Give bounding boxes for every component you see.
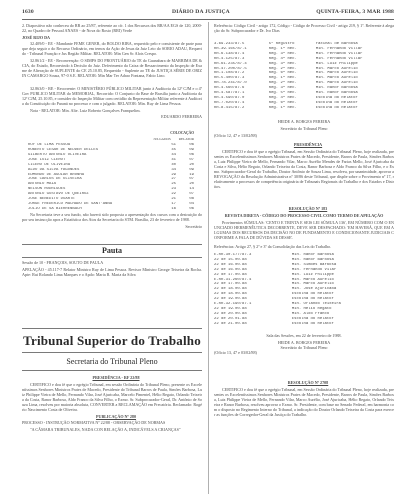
ranking-reporter: 04 <box>189 201 194 206</box>
right-bottom-block <box>214 380 394 493</box>
resolution-block <box>214 206 394 242</box>
ranking-name: ANTONIO MAIA <box>28 182 57 187</box>
process-number: 22 de 21.00.88 <box>214 321 247 326</box>
process-subject: Reg. 4ª Rec. <box>268 56 297 61</box>
process-number: RR-39.165/87.1 <box>214 46 247 51</box>
process-number: 22 de 20.00.88 <box>214 311 247 316</box>
process-number: RR-1.108/87.2 <box>214 71 245 76</box>
table-row <box>214 106 394 111</box>
process-number: 22 de 18.00.88 <box>214 287 247 292</box>
process-reporter: Escolha do Relator <box>291 297 334 302</box>
ranking-name: EDMUNDO DE AGUIAR BRONHA <box>28 172 85 177</box>
ranking-name: ANTONIO GUSTAVO DE QUEIROZ <box>28 192 89 197</box>
ranking-judged: 29 <box>171 172 176 177</box>
process-number: 3-69.233/87.5 <box>214 42 245 46</box>
ranking-rows <box>28 143 194 212</box>
process-number: E-RR-30.177/87.3 <box>214 253 252 257</box>
process-number: E-RR-31.260/87.4 <box>214 277 252 282</box>
paragraph: 2. Diapositivo não conheceu do RR ao 25/87, referente ao cfr. 1 dos Recursos dos RR/AA EGS de 120, 2000-22, no Quadro de Pessoal ANAES - de Nova do Rosto (RRI) Verde <box>22 23 202 34</box>
process-reporter: Escolha do Relator <box>315 95 358 100</box>
right-top-sign <box>214 117 394 140</box>
process-reporter: Min. Ranor Barbosa <box>315 91 358 96</box>
paragraph: 32.861/2 - EE - Reconvenção: O SIMPS DO PRONTUÁRIO do TE do Guanabara de MARRIMA DE & CIA, do Estado, Reconvindo à Decisão do Juiz. Deferimento da Caixa de Ressarcimento da Inspeção de Exame de Alteração de SUPLENTE do CE 25.10.85, Requerido - Suplente ao TE do JUSTIÇA SÉRIE DE ORIZIN CAMARGO Sousa, 97-0 S.E. RELATOR: Min Mar Ter Adrao Fontana, Fabio Lino. <box>22 58 202 79</box>
ranking-name: JOSE BENEDITO DUARTE <box>28 197 75 202</box>
process-reporter: Min. Fernando Villar <box>315 56 363 61</box>
process-number: RR-8.415/87.2 <box>214 105 245 110</box>
process-number: 22 de 15.00.88 <box>214 257 247 262</box>
process-subject: Reg. 1ª Rec. <box>268 46 297 51</box>
ranking-reporter: 06 <box>189 152 194 157</box>
process-number: RR-7.020/87.4 <box>214 100 245 105</box>
tst-title: Tribunal Superior do Trabalho <box>23 333 201 348</box>
signature-role: Secretário do Tribunal Pleno <box>280 126 328 132</box>
ranking-judged: 16 <box>171 206 176 211</box>
process-number: 22 de 20.01.88 <box>214 316 247 321</box>
paragraph: Sessão de 10 - FRANÇOIS, SOUTO DE PAULA <box>22 260 104 265</box>
ranking-reporter: 06 <box>189 206 194 211</box>
divider <box>22 352 202 353</box>
ranking-judged: 41 <box>171 157 176 162</box>
page-number: 1630 <box>22 9 34 15</box>
right-mid-list <box>214 253 394 327</box>
ranking-name: RUY DE LIMA PESSOA <box>28 143 71 148</box>
process-number: 22 de 16.00.88 <box>214 262 247 267</box>
process-reporter: Min. Fernando Villar <box>315 46 363 51</box>
process-subject: Reg. 6ª Rec. <box>268 100 297 105</box>
process-subject: Reg. 3ª Rec. <box>268 51 297 56</box>
paragraph: Na Secretaria teve a seu fundo, não haverá sido proposta a apresentação dos cursos com a destruição do por seu instrucção apos a Estatística dos Atos da Secretaria do STM. Brasília, 23 de fevereiro de 1988. <box>22 212 202 223</box>
divider <box>22 244 202 245</box>
paragraph: CERTIFICO e dou fé que o egrégio Tribunal, em Sessão Ordinária do Tribunal Pleno, hoje realizada, presentes os Excelentíssimos Senhores Ministros Prates de Macedo, Presidente, Barros de Paula, Simões Barbosa, Luiz Philippe Vieira de Mello, Fernando Vilar, Marco Aurélio Mendes de Farias Mello, José Ajuricaba da Costa e Silva, Hélio Regato, Orlando Teixeira da Costa, Ranor Barbosa e Aldo Franco da Silva Filho, e o Exmo. Subprocurador-Geral do Trabalho, Doutor Antônio de Souza Lima, resolveu, por unanimidade, aprovar a REVOGAÇÃO da Resolução Administrativa nº 30/86 deste Tribunal, que dispõe sobre o Provimento nº 17, relativamente a processos de competência originária de Tribunais Regionais do Trabalho e dos Estados e Distritos. <box>214 148 394 189</box>
process-reporter: Min. Marco Aurélio <box>291 282 334 287</box>
ranking-reporter: 19 <box>189 172 194 177</box>
process-reporter: Min. Luiz Philippe <box>291 272 334 277</box>
ranking-reporter: 09 <box>189 167 194 172</box>
left-mid-block <box>22 212 202 238</box>
ranking-judged: 17 <box>171 201 176 206</box>
process-reporter: Escolha do Relator <box>315 100 358 105</box>
page-header <box>22 9 394 19</box>
col-head-reporter: RELATOR <box>178 137 194 142</box>
right-mid-block <box>214 142 394 204</box>
left-top-block <box>22 23 202 83</box>
left-top-block-2 <box>22 86 202 128</box>
process-subject: Reg. 5ª Rec. <box>268 91 297 96</box>
ranking-judged: 45 <box>171 148 176 152</box>
certificate-ref: (Ofício 13, 47 e 03/02/88) <box>214 350 257 356</box>
subheading: JOSÉ RIJO DA <box>22 34 50 40</box>
process-subject: Reg. 1ª Rec. <box>268 76 297 81</box>
process-number: 22 de 17.00.88 <box>214 282 247 287</box>
pauta-block <box>22 260 202 286</box>
col-head-judged: JULGADOS <box>153 137 171 142</box>
ranking-judged: 40 <box>171 162 176 167</box>
process-number: RR-6.138/87.4 <box>214 51 245 56</box>
process-number: E-RR-32.190/87.1 <box>214 302 252 307</box>
ranking-judged: 44 <box>171 152 176 157</box>
process-number: RR-47.200/87.5 <box>214 66 247 71</box>
process-reporter: Min. Marco Aurélio <box>315 66 358 71</box>
right-top-list <box>214 42 394 111</box>
ranking-name: JOSE LUIZ CLEROT <box>28 157 66 162</box>
ranking-reporter: 07 <box>189 177 194 182</box>
process-number: RR-5.400/87.3 <box>214 76 245 81</box>
process-number: RR-61.235/87.4 <box>214 61 247 66</box>
process-reporter: Min. Ranor Barbosa <box>291 253 334 257</box>
signature-role: Secretário do Tribunal Pleno <box>280 345 328 351</box>
ranking-title: COLOCAÇÃO <box>170 131 194 135</box>
process-number: RR-4.590/87.0 <box>214 95 245 100</box>
certificate-ref: (Ofício 12, 47 e 13/02/88) <box>214 133 257 139</box>
process-reporter: Min. Orlando Teixeira <box>291 302 341 307</box>
process-reporter: Min. Fernando Villar <box>315 51 363 56</box>
journal-name: DIÁRIO DA JUSTIÇA <box>172 9 230 15</box>
process-number: RR-78.241/87.0 <box>214 81 247 86</box>
ranking-name: CICERO DE OLIVEIRA <box>28 162 71 167</box>
process-reporter: Min. Simões Barbosa <box>291 262 337 267</box>
process-number: 22 de 16.00.88 <box>214 267 247 272</box>
process-number: RR-4.125/87.3 <box>214 56 245 61</box>
tst-subtitle: Secretaria do Tribunal Pleno <box>66 357 158 366</box>
session-date: Sala das Sessões, em 22 de fevereiro de 1988. <box>266 333 342 338</box>
process-subject: Reg. 2ª Rec. <box>268 81 297 86</box>
signature-name: HEIDE A. BORGES PEREIRA <box>277 119 331 124</box>
section-heading: PRESIDÊNCIA - RF 22/88 <box>92 375 140 380</box>
ranking-judged: 34 <box>171 167 176 172</box>
ranking-reporter: 07 <box>189 192 194 197</box>
divider <box>22 370 202 371</box>
ranking-name: JORGE FREDERICO MACHADO DE SANT'ANNA <box>28 201 113 206</box>
ranking-judged: 22 <box>171 192 176 197</box>
ranking-judged: 21 <box>171 197 176 202</box>
divider <box>22 257 202 258</box>
signature: Secretário <box>185 223 202 229</box>
resolution-number: RESOLUÇÃO Nº 2708 <box>287 380 329 385</box>
ranking-reporter: 14 <box>189 187 194 192</box>
paragraph: APELAÇÃO - 45.117-7 Relator Ministro Ruy de Lima Pessoa. Revisor Ministro George Teixeira da Rocha. Apte: Rui Rolando Lima Marques e o Apdo: Maria R. Maria da Silva <box>22 266 202 277</box>
ranking-reporter: 20 <box>189 162 194 167</box>
process-subject: Reg. 2ª Rec. <box>268 66 297 71</box>
ranking-judged: 27 <box>171 177 176 182</box>
ranking-reporter: 07 <box>189 157 194 162</box>
ranking-name: ROBERTO CESAR DE NEDDER DELLES <box>28 148 99 152</box>
header-rule <box>22 19 394 20</box>
ranking-reporter: 20 <box>189 182 194 187</box>
ranking-judged: 25 <box>171 182 176 187</box>
process-number: 22 de 18.00.88 <box>214 292 247 297</box>
ranking-judged: 23 <box>171 187 176 192</box>
ranking-table <box>28 131 194 212</box>
process-subject: 5º Registro <box>268 42 295 46</box>
process-reporter: Escolha do Relator <box>291 321 334 326</box>
process-reporter: Min. Ranor Barbosa <box>315 86 358 91</box>
paragraph: CERTIFICO e dou fé que o egrégio Tribunal, em sessão Ordinária do Tribunal Pleno, presente os Excelentíssimos Senhores Ministros Prates de Macedo, Presidente do Tribunal Barros de Paula, Simões Barbosa, Luiz Philippe Vieira de Mello, Fernando Vilar, José Ajuricaba, Marcelo Pimentel, Hélio Regato, Orlando Teixeira da Costa, Ranor Barbosa, Aldo Franco da Silva Filho, o Exmo. Sr. Subprocurador-Geral, Dr. Antônio de Souza Lima, resolveu por maioria absoluta, CONVERTER a RECLAMAÇÃO em Precatória. Reclamado: Rogério Nascimento Costa de Oliveira. <box>22 381 202 412</box>
process-subject: Reg. 3ª Rec. <box>268 61 297 66</box>
process-reporter: Min. Fernando Vilar <box>291 267 337 272</box>
process-number: RR-4.560/87.6 <box>214 86 245 91</box>
process-subject: Reg. 1ª Rec. <box>268 105 297 110</box>
ranking-reporter: 06 <box>189 143 194 148</box>
paragraph: 32.409/0 - EE - Mandante FEME GENER, do BOLDO RIBA, requerido pelo e consistente de parte para que deja seguir o do Recurso Ordinário, em ternos da Ação de Jesus da Juiz Leio do SORIO ADAU, Requerido - Tribunal Franção e Jus Região Militar. RELATOR: Min Gen Sc Alois Crespo. <box>22 41 202 57</box>
divider <box>22 328 202 329</box>
process-reporter: Min. Ranor Barbosa <box>291 257 334 262</box>
process-subject: Reg. 4ª Rec. <box>268 95 297 100</box>
ranking-reporter: 09 <box>189 148 194 152</box>
process-subject: Reg. 3ª Rec. <box>268 86 297 91</box>
ranking-name: ALDO DA SILVA FAGUNDES <box>28 167 80 172</box>
paragraph: Referência: Código Civil - artigo 172, Código - Código de Processo Civil - artigo 219, § 1º. Referente à alegação do Sr. Subprocurador e Dr. Ivo Dias <box>214 23 394 34</box>
process-reporter: Escolha do Relator <box>291 316 334 321</box>
ranking-name: GILBERTO ANTONIO OLIVEIRA <box>28 152 87 157</box>
process-reporter: Escolha do Relator <box>315 105 358 110</box>
process-number: 22 de 17.00.88 <box>214 272 247 277</box>
signature: EDUARDO FERREIRA <box>161 114 202 120</box>
paragraph: Provimentos SÚMULAS: 'CENTO E TRINTA E SEIS LEI SÚMULA 136', EM NÚMERO COM O ENUNCIADO HERMENÊUTICA DECORRENTE, DEVE SER DESPACHADO: 'EM HAVERÁ, QUE EM ALGUMAS DOS RECURSOS DA DECISÃO NO DE FUNDAMENTO E CONDICIONANTE JUDICIAIS CONFORME A FALA DE DÚVIDA SE DESSE'. <box>214 220 394 241</box>
paragraph: Referências: Artigo 27, § 2º e 3º da Consolidação das Leis do Trabalho. <box>214 244 332 249</box>
references <box>214 244 394 251</box>
process-number: 22 de 19.00.88 <box>214 306 247 311</box>
ranking-name: JOSE CARLOS DE OLIVEIRA <box>28 177 82 182</box>
process-reporter: Min. Aldo Franco <box>291 311 330 316</box>
process-number: 22 de 19.00.88 <box>214 297 247 302</box>
issue-date: QUINTA-FEIRA, 3 MAR 1988 <box>316 9 394 15</box>
process-subject: Reg. 6ª Rec. <box>268 71 297 76</box>
process-reporter: Min. José Ajuricaba <box>291 287 337 292</box>
process-reporter: Escolha do Relator <box>291 292 334 297</box>
paragraph: "A CÂMARA TRIBUNALES, NADA CON RELAÇÃO A, INDICÁVELS A CRIANÇAS" <box>30 426 181 432</box>
paragraph: CERTIFICO e dou fé que o egrégio Tribunal, em Sessão Ordinária do Tribunal Pleno, hoje realizada, presentes os Excelentíssimos Senhores Ministros Prates de Macedo, Presidente, Barros de Paula, Simões Barbosa, Luiz Philippe Vieira de Mello, Fernando Vilar, Marco Aurélio, José Ajuricaba, Hélio Regato, Orlando Teixeira e Ranor Barbosa, resolveu aprovar o Exmo. Sr. Presidente, com base no Senado Federal, em harmonia com o disposto no Regimento Interno do Tribunal, a indicação do Doutor Orlando Teixeira da Costa para exercer as funções de Corregedor-Geral da Justiça do Trabalho. <box>214 386 394 417</box>
process-reporter: Min. Luiz Philippe <box>315 61 358 66</box>
process-number: RR-4.587/87.1 <box>214 91 245 96</box>
process-reporter: Min. Marco Aurélio <box>315 81 358 86</box>
process-reporter: Min. Hélio Regato <box>291 306 332 311</box>
process-reporter: Min. Marco Aurélio <box>315 71 358 76</box>
paragraph: PROCESSO - INSTRUÇÃO NORMATIVA Nº 22/88 - OBSERVAÇÃO DE NORMAS <box>22 420 166 426</box>
section-heading: PRESIDÊNCIA <box>293 142 323 147</box>
resolution-number: RESOLUÇÃO Nº 183 <box>288 206 328 211</box>
signature-name: HEIDE A. BORGES PEREIRA <box>277 340 331 346</box>
process-reporter: Min. Marco Aurélio <box>291 277 334 282</box>
ranking-reporter: 08 <box>189 197 194 202</box>
pauta-heading: Pauta <box>102 246 122 255</box>
process-reporter: Faxinal de Barbosa <box>315 42 358 46</box>
table-row <box>214 322 394 327</box>
right-mid-sign <box>214 331 394 357</box>
resolution-title: REVISTA DIRETA - CÓDIGO DO PROCESSO CIVIL COMO TERMO DE APELAÇÃO <box>224 213 384 219</box>
ranking-name: NELSON RODRIGUES <box>28 187 66 192</box>
right-top-block <box>214 23 394 41</box>
process-reporter: Min. Marco Aurélio <box>315 76 358 81</box>
paragraph: 32.863/0 - RE - Recorrente: O MINISTÉRIO PÚBLICO MILITAR junto à Auditoria da 12ª CJM e o 4º Gov PUBLICO MILITAR do MEMORIAL, Recorrido: O Conjunto do Base de Brasilia junto a Auditoria da 12ª CJM, 25.10.85, e consider do Inspeção Militar com certidão da Representação Militar referente à Auditoria da Constituição do Paraná no processo e com o julgado. RELATOR: Min. Ruy de Lima Pessoa. <box>22 86 202 107</box>
ranking-name: JULIO DE SÁ BIERRENBACH <box>28 206 82 211</box>
paragraph: Nota - RELATOR: Min. Alte. Luiz Roberto Gonçalves Franquelim. <box>30 107 141 113</box>
ranking-judged: 51 <box>171 143 176 148</box>
section-heading: PUBLICAÇÃO Nº 280 <box>95 413 137 419</box>
tst-body <box>22 375 202 493</box>
column-separator <box>208 22 209 494</box>
